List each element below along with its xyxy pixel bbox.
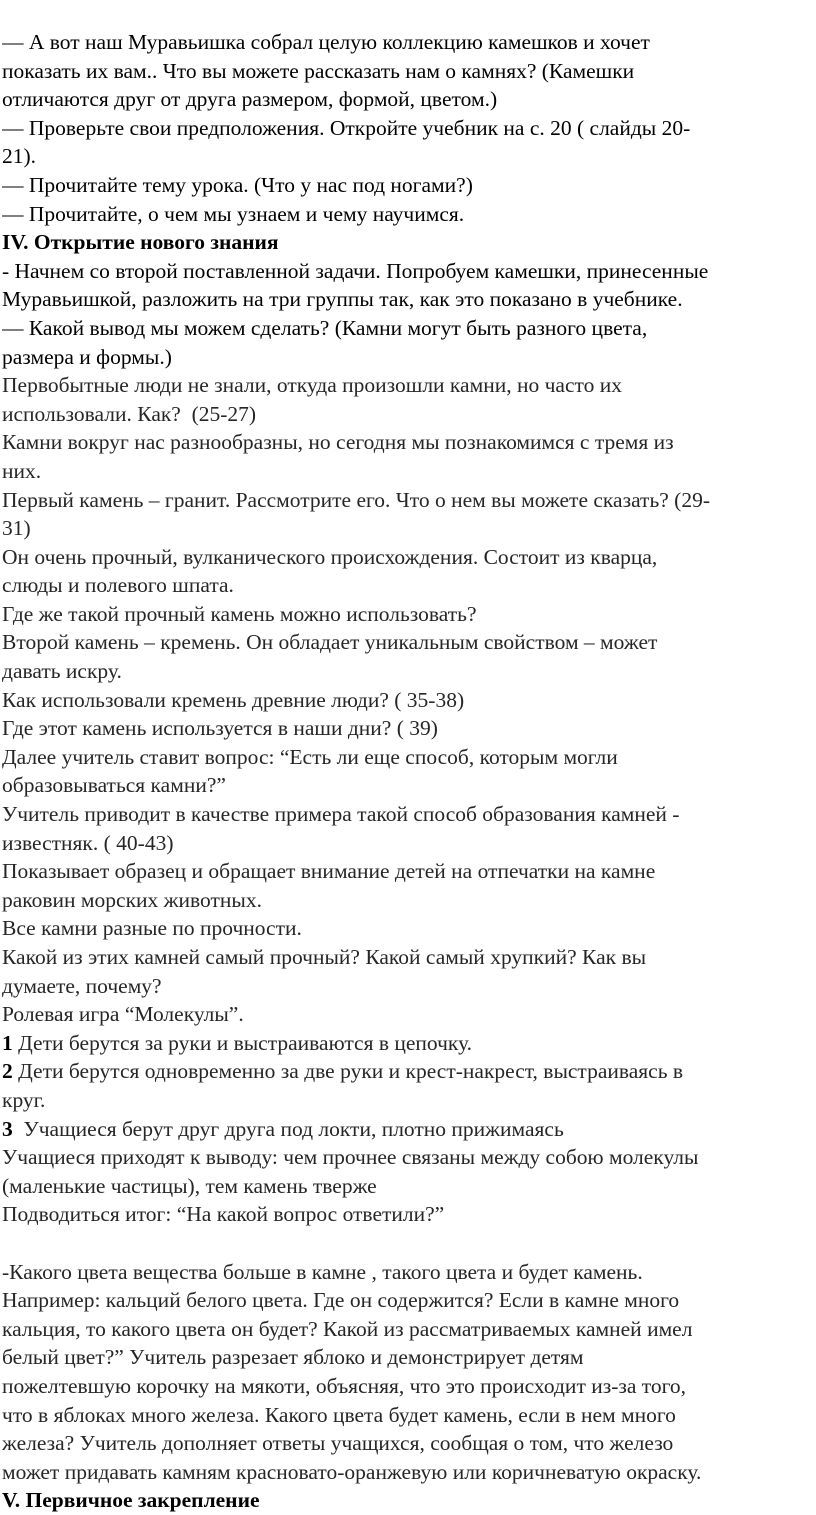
- line-text: использовали. Как? (25-27): [2, 401, 257, 426]
- line-text: Первый камень – гранит. Рассмотрите его. Что о нем вы можете сказать? (29-: [2, 487, 710, 512]
- text-line: [2, 800, 812, 829]
- text-line: [2, 1401, 812, 1430]
- line-text: что в яблоках много железа. Какого цвета будет камень, если в нем много: [2, 1402, 676, 1427]
- line-text: Какой из этих камней самый прочный? Какой самый хрупкий? Как вы: [2, 945, 647, 969]
- line-text: раковин морских животных.: [2, 887, 262, 912]
- line-text: них.: [2, 458, 42, 483]
- text-line: [2, 400, 812, 429]
- line-text: пожелтевшую корочку на мякоти, объясняя, что это происходит из-за того,: [2, 1373, 687, 1398]
- text-line: [2, 1286, 812, 1315]
- text-line: [2, 428, 812, 457]
- paragraph: [2, 1258, 812, 1487]
- text-line: [2, 114, 812, 143]
- line-text: кальция, то какого цвета он будет? Какой из рассматриваемых камней имел: [2, 1316, 693, 1341]
- text-line: [2, 1372, 812, 1401]
- text-line: [2, 1029, 812, 1058]
- paragraph: [2, 800, 812, 857]
- text-line: [2, 171, 812, 200]
- text-line: [2, 829, 812, 858]
- line-text: 31): [2, 516, 31, 541]
- paragraph: [2, 857, 812, 914]
- text-line: [2, 28, 812, 57]
- text-line: [2, 1258, 812, 1287]
- text-line: [2, 543, 812, 572]
- line-text: Где же такой прочный камень можно использовать?: [2, 601, 477, 626]
- paragraph: [2, 428, 812, 485]
- list-number: 2: [2, 1059, 13, 1084]
- paragraph: [2, 171, 812, 200]
- line-text: Камни вокруг нас разнообразны, но сегодня мы познакомимся с тремя из: [2, 430, 674, 455]
- line-text: Далее учитель ставит вопрос: “Есть ли еще способ, которым могли: [2, 744, 618, 769]
- line-text: Второй камень – кремень. Он обладает уникальным свойством – может: [2, 630, 658, 655]
- line-text: думаете, почему?: [2, 973, 162, 998]
- text-line: [2, 514, 812, 543]
- text-line: [2, 228, 812, 257]
- text-line: [2, 314, 812, 343]
- line-text: (маленькие частицы), тем камень тверже: [2, 1173, 377, 1198]
- text-line: [2, 1143, 812, 1172]
- line-text: давать искру.: [2, 659, 122, 684]
- text-line: [2, 1086, 812, 1115]
- line-text: - Начнем со второй поставленной задачи. Попробуем камешки, принесенные: [2, 258, 709, 283]
- paragraph: [2, 28, 812, 114]
- text-line: [2, 628, 812, 657]
- text-line: [2, 142, 812, 171]
- text-line: [2, 743, 812, 772]
- text-line: [2, 657, 812, 686]
- line-text: IV. Открытие нового знания: [2, 230, 279, 255]
- text-line: [2, 371, 812, 400]
- text-line: [2, 571, 812, 600]
- paragraph: [2, 1115, 812, 1144]
- line-text: Ролевая игра “Молекулы”.: [2, 1002, 244, 1027]
- text-line: [2, 600, 812, 629]
- text-line: [2, 857, 812, 886]
- paragraph: [2, 943, 812, 1000]
- blank-line: [2, 1229, 812, 1258]
- paragraph: [2, 600, 812, 629]
- paragraph: [2, 914, 812, 943]
- text-line: [2, 714, 812, 743]
- line-text: — Проверьте свои предположения. Откройте учебник на с. 20 ( слайды 20-: [2, 115, 691, 140]
- list-number: 3: [2, 1116, 13, 1141]
- paragraph: [2, 1143, 812, 1200]
- line-text: Все камни разные по прочности.: [2, 916, 302, 941]
- paragraph: [2, 257, 812, 314]
- text-line: [2, 886, 812, 915]
- text-line: [2, 914, 812, 943]
- line-text: Учитель приводит в качестве примера такой способ образования камней -: [2, 802, 680, 827]
- text-line: [2, 85, 812, 114]
- paragraph: [2, 714, 812, 743]
- line-text: образовываться камни?”: [2, 773, 226, 798]
- text-line: [2, 1057, 812, 1086]
- text-line: [2, 972, 812, 1001]
- line-text: может придавать камням красновато-оранжевую или коричневатую окраску.: [2, 1459, 702, 1484]
- text-line: [2, 57, 812, 86]
- text-line: [2, 1429, 812, 1458]
- text-line: [2, 343, 812, 372]
- text-line: [2, 1315, 812, 1344]
- paragraph: [2, 543, 812, 600]
- line-text: — Прочитайте тему урока. (Что у нас под ногами?): [2, 172, 473, 197]
- line-text: 21).: [2, 144, 37, 169]
- text-line: [2, 457, 812, 486]
- text-line: [2, 1115, 812, 1144]
- section-heading: [2, 228, 812, 257]
- line-text: — Какой вывод мы можем сделать? (Камни могут быть разного цвета,: [2, 315, 648, 340]
- line-text: известняк. ( 40-43): [2, 830, 174, 855]
- text-line: [2, 1458, 812, 1487]
- line-text: Как использовали кремень древние люди? ( 35-38): [2, 687, 465, 712]
- line-text: Дети берутся за руки и выстраиваются в цепочку.: [12, 1030, 473, 1055]
- line-text: отличаются друг от друга размером, формой, цветом.): [2, 87, 498, 112]
- line-text: слюды и полевого шпата.: [2, 573, 234, 598]
- paragraph: [2, 114, 812, 171]
- section-heading: [2, 1486, 812, 1515]
- text-line: [2, 1200, 812, 1229]
- line-text: размера и формы.): [2, 344, 172, 369]
- line-text: железа? Учитель дополняет ответы учащихся, сообщая о том, что железо: [2, 1431, 674, 1456]
- line-text: Он очень прочный, вулканического происхождения. Состоит из кварца,: [2, 544, 658, 569]
- line-text: V. Первичное закрепление: [2, 1488, 260, 1513]
- line-text: — А вот наш Муравьишка собрал целую коллекцию камешков и хочет: [2, 30, 650, 54]
- text-line: [2, 200, 812, 229]
- line-text: Дети берутся одновременно за две руки и крест-накрест, выстраиваясь в: [12, 1059, 684, 1084]
- paragraph: [2, 686, 812, 715]
- line-text: Муравьишкой, разложить на три группы так, как это показано в учебнике.: [2, 287, 683, 312]
- paragraph: [2, 1000, 812, 1029]
- paragraph: [2, 743, 812, 800]
- line-text: Подводиться итог: “На какой вопрос ответили?”: [2, 1202, 445, 1227]
- text-line: [2, 771, 812, 800]
- line-text: показать их вам.. Что вы можете рассказать нам о камнях? (Камешки: [2, 58, 635, 83]
- paragraph: [2, 200, 812, 229]
- paragraph: [2, 371, 812, 428]
- text-line: [2, 1343, 812, 1372]
- text-line: [2, 486, 812, 515]
- paragraph: [2, 314, 812, 371]
- line-text: -Какого цвета вещества больше в камне , такого цвета и будет камень.: [2, 1259, 643, 1284]
- paragraph: [2, 1057, 812, 1114]
- line-text: Где этот камень используется в наши дни? ( 39): [2, 716, 438, 741]
- line-text: круг.: [2, 1087, 46, 1112]
- text-line: [2, 943, 812, 972]
- text-line: [2, 257, 812, 286]
- paragraph: [2, 628, 812, 685]
- paragraph: [2, 1200, 812, 1229]
- line-text: — Прочитайте, о чем мы узнаем и чему научимся.: [2, 201, 465, 226]
- line-text: Показывает образец и обращает внимание детей на отпечатки на камне: [2, 859, 656, 884]
- text-line: [2, 686, 812, 715]
- list-number: 1: [2, 1030, 13, 1055]
- line-text: белый цвет?” Учитель разрезает яблоко и демонстрирует детям: [2, 1345, 584, 1370]
- paragraph: [2, 486, 812, 543]
- line-text: Учащиеся берут друг друга под локти, плотно прижимаясь: [12, 1116, 564, 1141]
- text-line: [2, 1172, 812, 1201]
- line-text: Учащиеся приходят к выводу: чем прочнее связаны между собою молекулы: [2, 1145, 699, 1170]
- text-line: [2, 1000, 812, 1029]
- line-text: Первобытные люди не знали, откуда произошли камни, но часто их: [2, 373, 622, 398]
- paragraph: [2, 1029, 812, 1058]
- text-line: [2, 285, 812, 314]
- text-line: [2, 1486, 812, 1515]
- line-text: Например: кальций белого цвета. Где он содержится? Если в камне много: [2, 1288, 680, 1313]
